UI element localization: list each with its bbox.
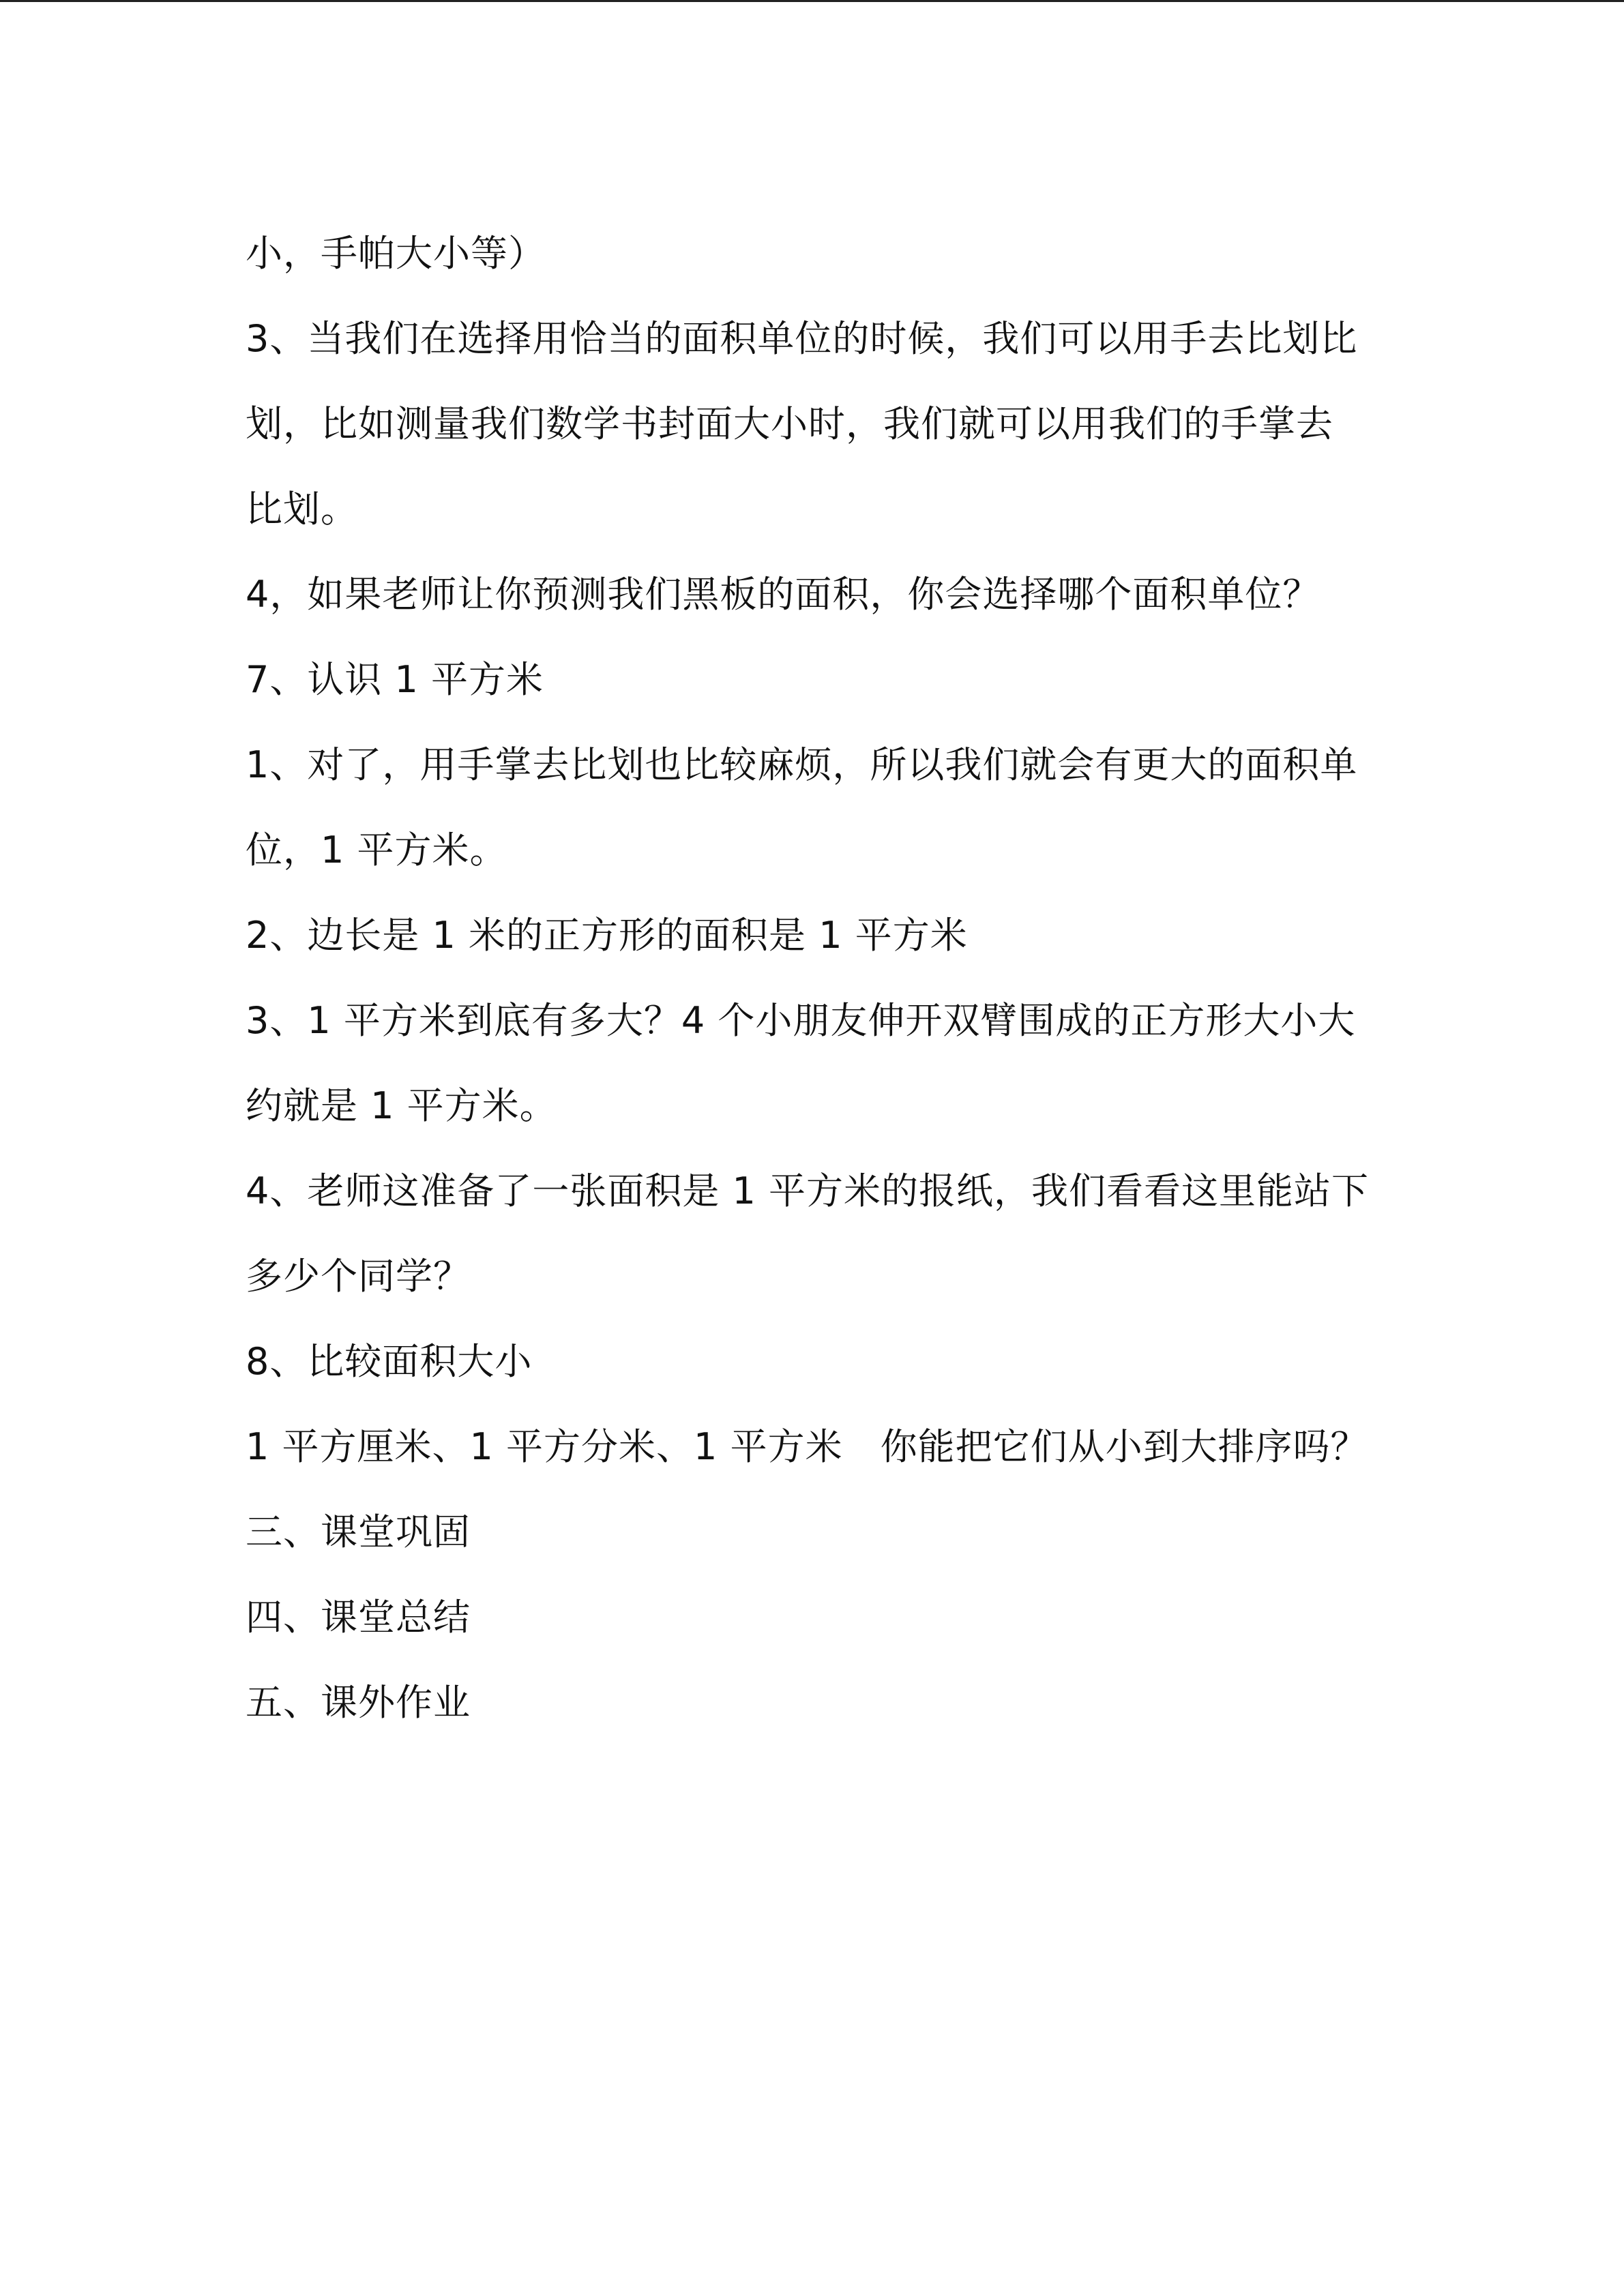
text-line: 1、对了，用手掌去比划也比较麻烦，所以我们就会有更大的面积单 bbox=[246, 743, 1358, 786]
text-line: 3、1 平方米到底有多大？4 个小朋友伸开双臂围成的正方形大小大 bbox=[246, 999, 1356, 1042]
text-line: 3、当我们在选择用恰当的面积单位的时候，我们可以用手去比划比 bbox=[246, 317, 1358, 360]
section-heading: 五、课外作业 bbox=[246, 1681, 471, 1724]
text-line: 多少个同学？ bbox=[246, 1255, 471, 1298]
text-line: 1 平方厘米、1 平方分米、1 平方米 你能把它们从小到大排序吗？ bbox=[246, 1425, 1368, 1468]
text-line: 划，比如测量我们数学书封面大小时，我们就可以用我们的手掌去 bbox=[246, 402, 1333, 445]
text-line: 4，如果老师让你预测我们黑板的面积，你会选择哪个面积单位？ bbox=[246, 573, 1320, 616]
section-heading: 7、认识 1 平方米 bbox=[246, 658, 544, 701]
text-line: 小，手帕大小等） bbox=[246, 232, 546, 275]
section-heading: 四、课堂总结 bbox=[246, 1596, 471, 1639]
text-line: 位，1 平方米。 bbox=[246, 829, 507, 871]
text-line: 4、老师这准备了一张面积是 1 平方米的报纸，我们看看这里能站下 bbox=[246, 1169, 1370, 1212]
section-heading: 三、课堂巩固 bbox=[246, 1510, 471, 1553]
text-line: 约就是 1 平方米。 bbox=[246, 1084, 557, 1127]
text-line: 比划。 bbox=[246, 488, 358, 531]
section-heading: 8、比较面积大小 bbox=[246, 1340, 533, 1383]
text-line: 2、边长是 1 米的正方形的面积是 1 平方米 bbox=[246, 914, 968, 957]
document-body bbox=[246, 211, 1385, 1745]
